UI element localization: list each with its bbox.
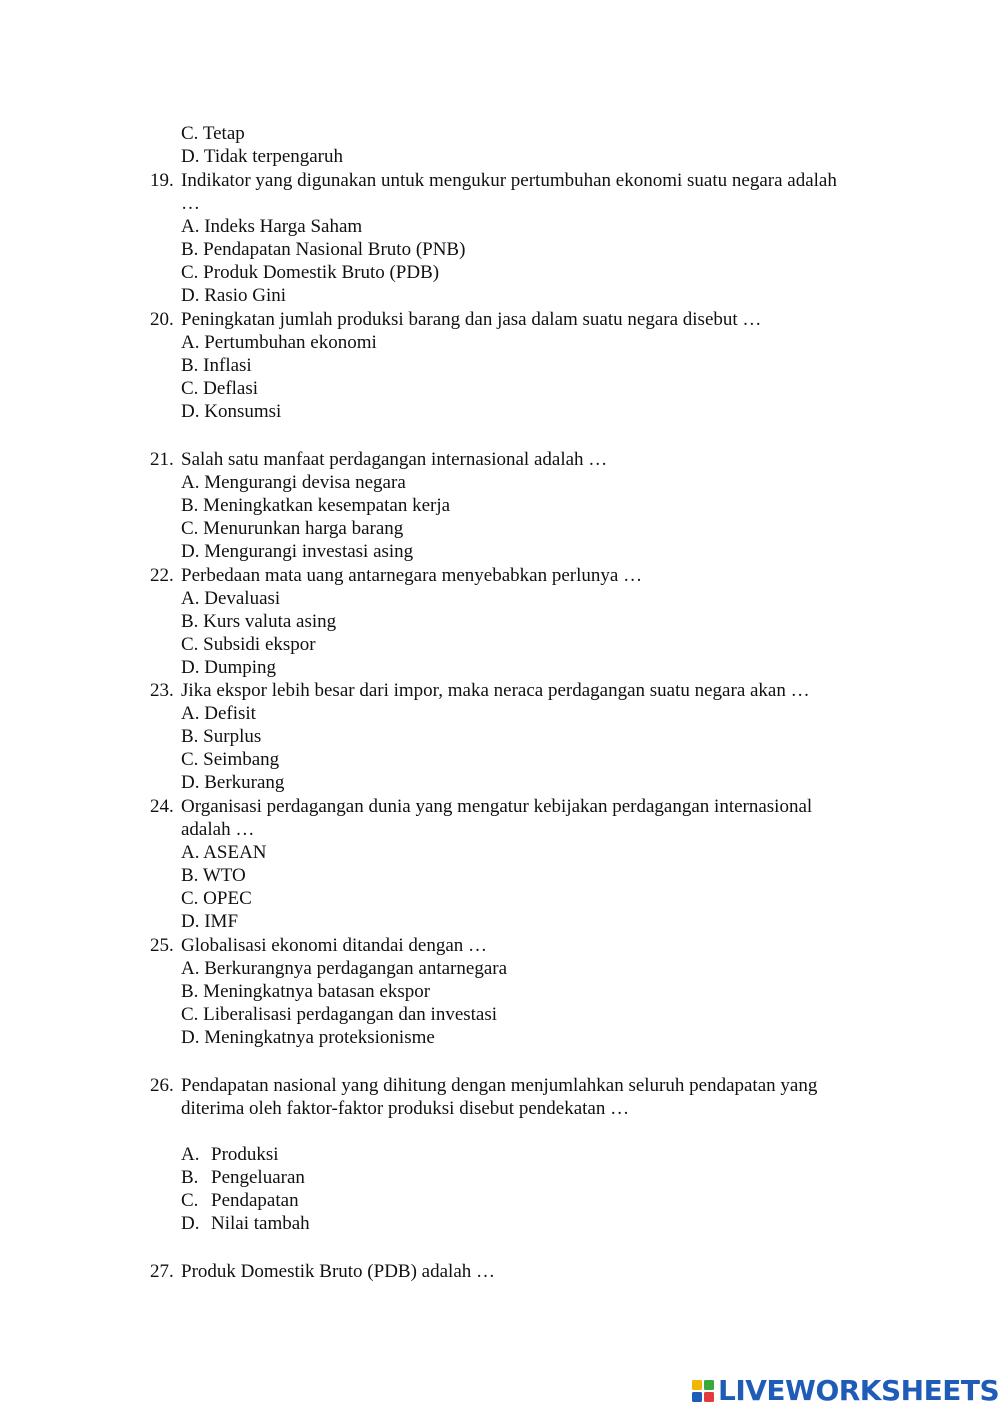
- question-19-text: Indikator yang digunakan untuk mengukur pertumbuhan ekonomi suatu negara adalah: [181, 170, 837, 191]
- question-21-option-a: A. Mengurangi devisa negara: [181, 472, 406, 493]
- question-20-option-b: B. Inflasi: [181, 355, 252, 376]
- question-25-option-b: B. Meningkatnya batasan ekspor: [181, 981, 431, 1002]
- question-23-option-a: A. Defisit: [181, 703, 256, 724]
- option-letter: A.: [181, 1144, 200, 1165]
- question-23-number: 23.: [150, 680, 174, 701]
- question-19-option-d: D. Rasio Gini: [181, 285, 287, 306]
- question-25-option-d: D. Meningkatnya proteksionisme: [181, 1027, 435, 1048]
- question-25-option-a: A. Berkurangnya perdagangan antarnegara: [181, 958, 508, 979]
- question-26-text: Pendapatan nasional yang dihitung dengan menjumlahkan seluruh pendapatan yang: [181, 1075, 818, 1096]
- liveworksheets-logo-icon: [692, 1380, 714, 1402]
- question-22-option-b: B. Kurs valuta asing: [181, 611, 337, 632]
- question-24-option-c: C. OPEC: [181, 888, 252, 909]
- question-24-text-cont: adalah …: [181, 819, 255, 840]
- question-23-option-c: C. Seimbang: [181, 749, 280, 770]
- option-letter: C.: [181, 1190, 199, 1211]
- option-text: Nilai tambah: [211, 1213, 310, 1234]
- question-21-option-b: B. Meningkatkan kesempatan kerja: [181, 495, 451, 516]
- question-26-text-cont: diterima oleh faktor-faktor produksi disebut pendekatan …: [181, 1098, 630, 1119]
- question-19-number: 19.: [150, 170, 174, 191]
- question-19-option-a: A. Indeks Harga Saham: [181, 216, 363, 237]
- option-c-prev: C. Tetap: [181, 123, 245, 144]
- option-text: Produksi: [211, 1144, 279, 1165]
- question-24-option-b: B. WTO: [181, 865, 246, 886]
- question-19-text-cont: …: [181, 193, 200, 214]
- question-20-option-d: D. Konsumsi: [181, 401, 282, 422]
- option-letter: D.: [181, 1213, 200, 1234]
- question-22-option-c: C. Subsidi ekspor: [181, 634, 316, 655]
- option-text: Pendapatan: [211, 1190, 299, 1211]
- question-26-option-b: [181, 1166, 305, 1189]
- question-26-option-d: [181, 1212, 310, 1235]
- liveworksheets-logo[interactable]: [692, 1376, 999, 1406]
- question-22-option-a: A. Devaluasi: [181, 588, 281, 609]
- question-19-option-c: C. Produk Domestik Bruto (PDB): [181, 262, 440, 283]
- question-25-number: 25.: [150, 935, 174, 956]
- question-24-option-d: D. IMF: [181, 911, 239, 932]
- question-27-number: 27.: [150, 1261, 174, 1282]
- option-text: Pengeluaran: [211, 1167, 305, 1188]
- question-23-text: Jika ekspor lebih besar dari impor, maka neraca perdagangan suatu negara akan …: [181, 680, 810, 701]
- question-20-option-c: C. Deflasi: [181, 378, 259, 399]
- question-19-option-b: B. Pendapatan Nasional Bruto (PNB): [181, 239, 466, 260]
- question-26-number: 26.: [150, 1075, 174, 1096]
- question-23-option-d: D. Berkurang: [181, 772, 285, 793]
- question-21-number: 21.: [150, 449, 174, 470]
- question-21-option-d: D. Mengurangi investasi asing: [181, 541, 414, 562]
- question-22-text: Perbedaan mata uang antarnegara menyebabkan perlunya …: [181, 565, 643, 586]
- question-25-text: Globalisasi ekonomi ditandai dengan …: [181, 935, 488, 956]
- question-21-text: Salah satu manfaat perdagangan internasional adalah …: [181, 449, 608, 470]
- question-27-text: Produk Domestik Bruto (PDB) adalah …: [181, 1261, 496, 1282]
- question-22-option-d: D. Dumping: [181, 657, 276, 678]
- logo-text: LIVEWORKSHEETS: [718, 1374, 1000, 1407]
- option-letter: B.: [181, 1167, 199, 1188]
- question-20-text: Peningkatan jumlah produksi barang dan jasa dalam suatu negara disebut …: [181, 309, 762, 330]
- option-d-prev: D. Tidak terpengaruh: [181, 146, 344, 167]
- question-23-option-b: B. Surplus: [181, 726, 262, 747]
- question-24-option-a: A. ASEAN: [181, 842, 267, 863]
- question-22-number: 22.: [150, 565, 174, 586]
- question-21-option-c: C. Menurunkan harga barang: [181, 518, 404, 539]
- question-24-number: 24.: [150, 796, 174, 817]
- question-26-option-a: [181, 1143, 279, 1166]
- question-24-text: Organisasi perdagangan dunia yang mengatur kebijakan perdagangan internasional: [181, 796, 813, 817]
- question-25-option-c: C. Liberalisasi perdagangan dan investasi: [181, 1004, 498, 1025]
- question-26-option-c: [181, 1189, 299, 1212]
- question-20-number: 20.: [150, 309, 174, 330]
- question-20-option-a: A. Pertumbuhan ekonomi: [181, 332, 377, 353]
